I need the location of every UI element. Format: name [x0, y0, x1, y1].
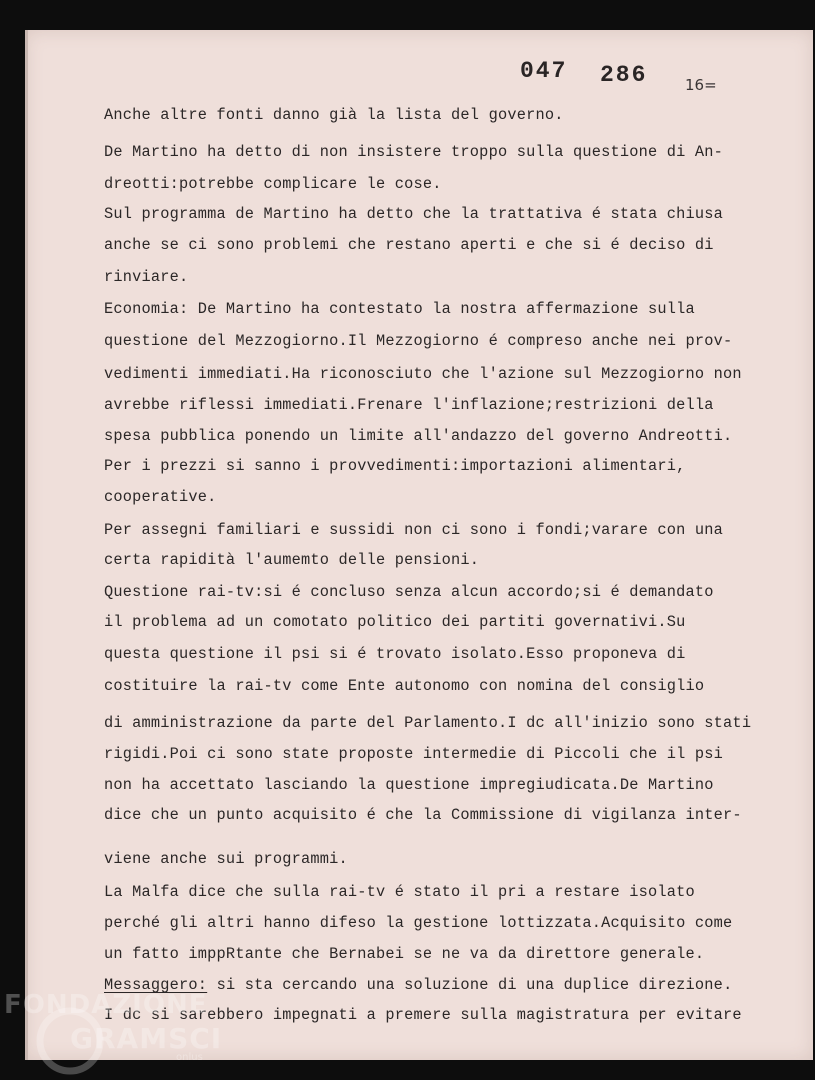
text-line: Anche altre fonti danno già la lista del governo. [104, 106, 564, 124]
text-line: Per assegni familiari e sussidi non ci sono i fondi;varare con una [104, 521, 724, 539]
archive-reference-right: 286 [600, 62, 648, 88]
text-line: di amministrazione da parte del Parlamento.I dc all'inizio sono stati [104, 714, 752, 732]
text-line: dice che un punto acquisito é che la Commissione di vigilanza inter- [104, 806, 742, 824]
watermark-line2: GRAMSCI [70, 1022, 223, 1055]
text-line: questione del Mezzogiorno.Il Mezzogiorno é compreso anche nei prov- [104, 332, 733, 350]
text-line: il problema ad un comotato politico dei partiti governativi.Su [104, 613, 686, 631]
text-line: questa questione il psi si é trovato isolato.Esso proponeva di [104, 645, 686, 663]
text-line: I dc si sarebbero impegnati a premere sulla magistratura per evitare [104, 1006, 742, 1024]
watermark-line1: FONDAZIONE [4, 990, 208, 1020]
text-line: Per i prezzi si sanno i provvedimenti:importazioni alimentari, [104, 457, 686, 475]
text-line: viene anche sui programmi. [104, 850, 348, 868]
text-line: non ha accettato lasciando la questione impregiudicata.De Martino [104, 776, 714, 794]
text-line-rest: si sta cercando una soluzione di una duplice direzione. [207, 976, 733, 994]
underlined-heading: Messaggero: [104, 976, 208, 994]
text-line: Sul programma de Martino ha detto che la trattativa é stata chiusa [104, 205, 724, 223]
text-line: vedimenti immediati.Ha riconosciuto che l'azione sul Mezzogiorno non [104, 365, 742, 383]
text-line: costituire la rai-tv come Ente autonomo con nomina del consiglio [104, 677, 705, 695]
text-line: spesa pubblica ponendo un limite all'andazzo del governo Andreotti. [104, 427, 733, 445]
text-line: rinviare. [104, 268, 189, 286]
watermark-suffix: onlus [176, 1052, 203, 1063]
text-line: anche se ci sono problemi che restano aperti e che si é deciso di [104, 236, 714, 254]
text-line: cooperative. [104, 488, 217, 506]
page-number: 16= [685, 76, 717, 94]
text-line: Economia: De Martino ha contestato la nostra affermazione sulla [104, 300, 695, 318]
text-line: perché gli altri hanno difeso la gestione lottizzata.Acquisito come [104, 914, 733, 932]
text-line: rigidi.Poi ci sono state proposte intermedie di Piccoli che il psi [104, 745, 724, 763]
archive-reference-left: 047 [520, 58, 568, 84]
text-line: avrebbe riflessi immediati.Frenare l'inflazione;restrizioni della [104, 396, 714, 414]
text-line: dreotti:potrebbe complicare le cose. [104, 175, 442, 193]
text-line: De Martino ha detto di non insistere troppo sulla questione di An- [104, 143, 724, 161]
text-line: un fatto imppRtante che Bernabei se ne va da direttore generale. [104, 945, 705, 963]
text-line: Questione rai-tv:si é concluso senza alcun accordo;si é demandato [104, 583, 714, 601]
text-line: La Malfa dice che sulla rai-tv é stato il pri a restare isolato [104, 883, 695, 901]
page-edge [25, 30, 28, 1060]
text-line: certa rapidità l'aumemto delle pensioni. [104, 551, 480, 569]
